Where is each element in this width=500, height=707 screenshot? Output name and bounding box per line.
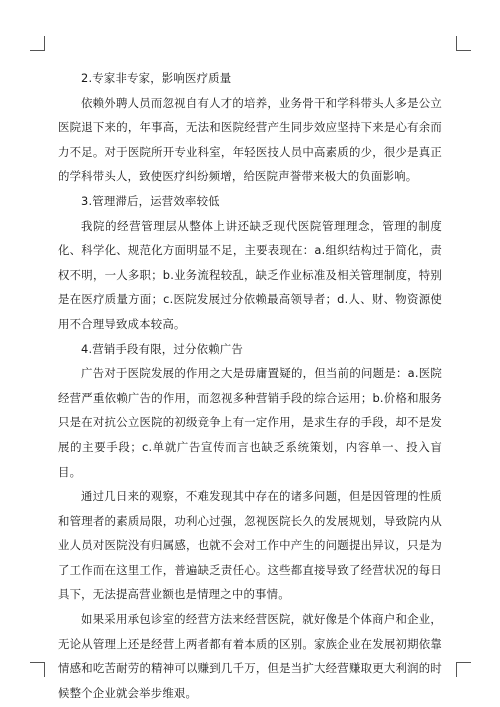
crop-mark-bottom-left: [30, 662, 45, 677]
crop-mark-top-left: [30, 36, 45, 51]
body-paragraph: 我院的经营管理层从整体上讲还缺乏现代医院管理理念，管理的制度化、科学化、规范化方面明显不足，主要表现在：a.组织结构过于简化，责权不明，一人多职；b.业务流程较乱，缺乏作业标准及相关管理制度，特别是在医疗质量方面；c.医院发展过分依赖最高领导者；d.人、财、物资源使用不合理导致成本较高。: [58, 218, 442, 331]
crop-mark-bottom-right: [456, 662, 471, 677]
document-body: [58, 66, 442, 705]
body-paragraph: 如果采用承包诊室的经营方法来经营医院，就好像是个体商户和企业，无论从管理上还是经营上两者都有着本质的区别。家族企业在发展初期依靠情感和吃苦耐劳的精神可以赚到几千万，但是当扩大经营赚取更大利润的时候整个企业就会举步维艰。: [58, 612, 442, 700]
section-heading-2: 2.专家非专家，影响医疗质量: [81, 71, 232, 85]
body-paragraph: 依赖外聘人员而忽视自有人才的培养，业务骨干和学科带头人多是公立医院退下来的，年事高，无法和医院经营产生同步效应坚持下来是心有余而力不足。对于医院所开专业科室，年轻医技人员中高素质的少，很少是真正的学科带头人，致使医疗纠纷频增，给医院声誉带来极大的负面影响。: [58, 95, 442, 184]
section-heading-4: 4.营销手段有限，过分依赖广告: [81, 341, 243, 356]
body-paragraph: 广告对于医院发展的作用之大是毋庸置疑的，但当前的问题是：a.医院经营严重依赖广告的作用，而忽视多种营销手段的综合运用；b.价格和服务只是在对抗公立医院的初级竞争上有一定作用，是求生存的手段，却不是发展的主要手段；c.单就广告宣传而言也缺乏系统策划，内容单一、投入盲目。: [58, 366, 442, 479]
section-heading-3: 3.管理滞后，运营效率较低: [81, 193, 220, 208]
body-paragraph: 通过几日来的观察，不难发现其中存在的诸多问题，但是因管理的性质和管理者的素质局限，功利心过强，忽视医院长久的发展规划，导致院内从业人员对医院没有归属感，也就不会对工作中产生的问题提出异议，只是为了工作而在这里工作，普遍缺乏责任心。这些都直接导致了经营状况的每日具下，无法提高营业额也是情理之中的事情。: [58, 489, 442, 602]
crop-mark-top-right: [456, 36, 471, 51]
